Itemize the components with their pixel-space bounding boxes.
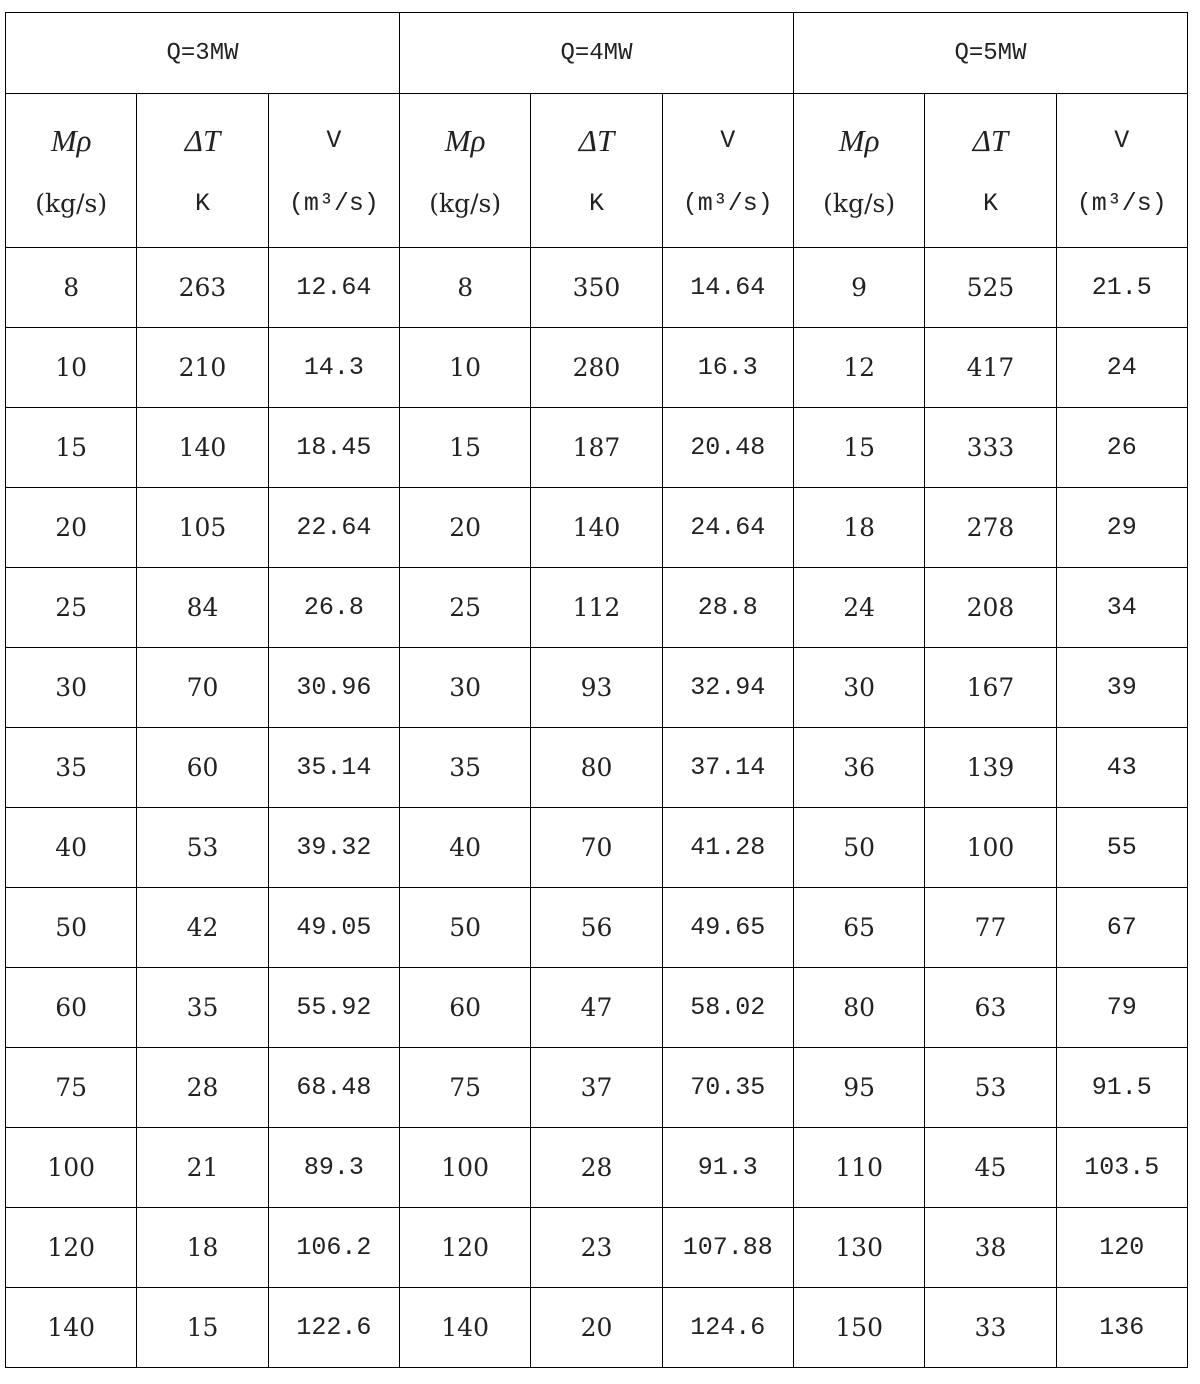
- table-cell: 140: [531, 488, 662, 568]
- table-cell: 16.3: [662, 328, 793, 408]
- group-header-row: [6, 13, 1188, 94]
- table-cell: 18: [793, 488, 924, 568]
- table-cell: 95: [793, 1048, 924, 1128]
- table-cell: 10: [399, 328, 530, 408]
- table-cell: 80: [531, 728, 662, 808]
- table-cell: 91.3: [662, 1128, 793, 1208]
- column-unit: K: [194, 188, 210, 218]
- table-cell: 45: [925, 1128, 1056, 1208]
- column-unit: K: [982, 188, 998, 218]
- column-unit: (kg/s): [429, 188, 502, 218]
- table-cell: 24: [1056, 328, 1187, 408]
- table-cell: 36: [793, 728, 924, 808]
- table-cell: 39: [1056, 648, 1187, 728]
- table-cell: 350: [531, 248, 662, 328]
- table-cell: 53: [925, 1048, 1056, 1128]
- table-cell: 15: [6, 408, 137, 488]
- table-cell: 35.14: [268, 728, 399, 808]
- table-cell: 34: [1056, 568, 1187, 648]
- group-header-q4: Q=4MW: [399, 13, 793, 94]
- table-cell: 263: [137, 248, 268, 328]
- column-header-volume-flow: [662, 94, 793, 248]
- column-header-mass-flow: [399, 94, 530, 248]
- table-cell: 167: [925, 648, 1056, 728]
- column-unit: (m³/s): [288, 188, 379, 218]
- table-cell: 12: [793, 328, 924, 408]
- table-cell: 60: [137, 728, 268, 808]
- table-cell: 70: [137, 648, 268, 728]
- table-cell: 56: [531, 888, 662, 968]
- table-cell: 93: [531, 648, 662, 728]
- table-cell: 20: [399, 488, 530, 568]
- table-cell: 35: [6, 728, 137, 808]
- column-symbol: ΔT: [184, 122, 221, 158]
- table-row: [6, 568, 1188, 648]
- column-symbol: V: [326, 125, 342, 155]
- table-cell: 68.48: [268, 1048, 399, 1128]
- table-cell: 49.05: [268, 888, 399, 968]
- table-cell: 77: [925, 888, 1056, 968]
- column-header-row: [6, 94, 1188, 248]
- table-cell: 40: [399, 808, 530, 888]
- data-table: [5, 12, 1188, 1368]
- table-row: [6, 1128, 1188, 1208]
- table-cell: 333: [925, 408, 1056, 488]
- table-cell: 23: [531, 1208, 662, 1288]
- table-cell: 150: [793, 1288, 924, 1368]
- column-header-mass-flow: [793, 94, 924, 248]
- table-row: [6, 1048, 1188, 1128]
- column-symbol: Mρ: [444, 122, 486, 158]
- table-cell: 14.64: [662, 248, 793, 328]
- group-header-q5: Q=5MW: [793, 13, 1187, 94]
- table-cell: 122.6: [268, 1288, 399, 1368]
- table-cell: 8: [399, 248, 530, 328]
- table-cell: 139: [925, 728, 1056, 808]
- table-cell: 103.5: [1056, 1128, 1187, 1208]
- table-cell: 50: [793, 808, 924, 888]
- table-row: [6, 1208, 1188, 1288]
- table-row: [6, 808, 1188, 888]
- table-cell: 70.35: [662, 1048, 793, 1128]
- table-row: [6, 728, 1188, 808]
- column-symbol: V: [720, 125, 736, 155]
- table-cell: 80: [793, 968, 924, 1048]
- table-cell: 42: [137, 888, 268, 968]
- table-cell: 40: [6, 808, 137, 888]
- table-cell: 15: [137, 1288, 268, 1368]
- table-row: [6, 488, 1188, 568]
- table-cell: 24: [793, 568, 924, 648]
- table-cell: 12.64: [268, 248, 399, 328]
- column-header-delta-t: [137, 94, 268, 248]
- table-cell: 91.5: [1056, 1048, 1187, 1128]
- table-cell: 89.3: [268, 1128, 399, 1208]
- table-cell: 58.02: [662, 968, 793, 1048]
- table-cell: 28.8: [662, 568, 793, 648]
- column-header-volume-flow: [268, 94, 399, 248]
- table-cell: 30: [399, 648, 530, 728]
- table-cell: 120: [399, 1208, 530, 1288]
- table-cell: 26: [1056, 408, 1187, 488]
- table-cell: 30: [793, 648, 924, 728]
- table-cell: 110: [793, 1128, 924, 1208]
- table-cell: 417: [925, 328, 1056, 408]
- table-row: [6, 648, 1188, 728]
- table-cell: 55.92: [268, 968, 399, 1048]
- table-cell: 47: [531, 968, 662, 1048]
- table-cell: 187: [531, 408, 662, 488]
- table-cell: 60: [6, 968, 137, 1048]
- table-cell: 100: [6, 1128, 137, 1208]
- table-cell: 112: [531, 568, 662, 648]
- table-cell: 120: [6, 1208, 137, 1288]
- table-cell: 32.94: [662, 648, 793, 728]
- table-row: [6, 888, 1188, 968]
- table-cell: 25: [399, 568, 530, 648]
- table-cell: 24.64: [662, 488, 793, 568]
- table-cell: 140: [6, 1288, 137, 1368]
- table-cell: 50: [6, 888, 137, 968]
- table-cell: 18.45: [268, 408, 399, 488]
- table-cell: 22.64: [268, 488, 399, 568]
- table-cell: 29: [1056, 488, 1187, 568]
- table-cell: 10: [6, 328, 137, 408]
- table-cell: 41.28: [662, 808, 793, 888]
- table-cell: 525: [925, 248, 1056, 328]
- table-cell: 8: [6, 248, 137, 328]
- table-cell: 49.65: [662, 888, 793, 968]
- table-cell: 75: [399, 1048, 530, 1128]
- table-cell: 28: [137, 1048, 268, 1128]
- table-cell: 210: [137, 328, 268, 408]
- table-row: [6, 968, 1188, 1048]
- table-cell: 105: [137, 488, 268, 568]
- column-header-delta-t: [925, 94, 1056, 248]
- table-cell: 18: [137, 1208, 268, 1288]
- column-unit: (m³/s): [682, 188, 773, 218]
- column-symbol: V: [1114, 125, 1130, 155]
- table-body: [6, 248, 1188, 1368]
- table-cell: 60: [399, 968, 530, 1048]
- table-cell: 26.8: [268, 568, 399, 648]
- column-symbol: ΔT: [972, 122, 1009, 158]
- table-cell: 20: [531, 1288, 662, 1368]
- table-cell: 53: [137, 808, 268, 888]
- table-cell: 50: [399, 888, 530, 968]
- table-cell: 30.96: [268, 648, 399, 728]
- column-unit: (kg/s): [823, 188, 896, 218]
- table-cell: 100: [925, 808, 1056, 888]
- table-cell: 20.48: [662, 408, 793, 488]
- table-cell: 21: [137, 1128, 268, 1208]
- column-header-volume-flow: [1056, 94, 1187, 248]
- table-cell: 130: [793, 1208, 924, 1288]
- table-cell: 75: [6, 1048, 137, 1128]
- table-cell: 37.14: [662, 728, 793, 808]
- group-header-q3: Q=3MW: [6, 13, 400, 94]
- table-row: [6, 328, 1188, 408]
- table-cell: 124.6: [662, 1288, 793, 1368]
- table-cell: 120: [1056, 1208, 1187, 1288]
- table-cell: 136: [1056, 1288, 1187, 1368]
- table-cell: 70: [531, 808, 662, 888]
- table-cell: 100: [399, 1128, 530, 1208]
- table-cell: 14.3: [268, 328, 399, 408]
- table-cell: 63: [925, 968, 1056, 1048]
- table-cell: 107.88: [662, 1208, 793, 1288]
- table-cell: 43: [1056, 728, 1187, 808]
- table-cell: 140: [399, 1288, 530, 1368]
- column-symbol: Mρ: [50, 122, 92, 158]
- table-cell: 84: [137, 568, 268, 648]
- table-cell: 21.5: [1056, 248, 1187, 328]
- column-header-delta-t: [531, 94, 662, 248]
- column-unit: (m³/s): [1076, 188, 1167, 218]
- table-cell: 55: [1056, 808, 1187, 888]
- table-cell: 35: [137, 968, 268, 1048]
- column-unit: (kg/s): [35, 188, 108, 218]
- column-symbol: Mρ: [838, 122, 880, 158]
- table-cell: 28: [531, 1128, 662, 1208]
- table-cell: 30: [6, 648, 137, 728]
- column-symbol: ΔT: [578, 122, 615, 158]
- table-cell: 106.2: [268, 1208, 399, 1288]
- table-cell: 37: [531, 1048, 662, 1128]
- table-cell: 280: [531, 328, 662, 408]
- table-cell: 140: [137, 408, 268, 488]
- table-cell: 15: [399, 408, 530, 488]
- column-unit: K: [588, 188, 604, 218]
- table-cell: 35: [399, 728, 530, 808]
- table-row: [6, 1288, 1188, 1368]
- column-header-mass-flow: [6, 94, 137, 248]
- table-cell: 20: [6, 488, 137, 568]
- table-row: [6, 408, 1188, 488]
- table-cell: 67: [1056, 888, 1187, 968]
- table-row: [6, 248, 1188, 328]
- table-cell: 39.32: [268, 808, 399, 888]
- table-cell: 79: [1056, 968, 1187, 1048]
- table-cell: 38: [925, 1208, 1056, 1288]
- table-cell: 9: [793, 248, 924, 328]
- table-cell: 65: [793, 888, 924, 968]
- table-cell: 25: [6, 568, 137, 648]
- table-cell: 208: [925, 568, 1056, 648]
- table-cell: 33: [925, 1288, 1056, 1368]
- table-cell: 15: [793, 408, 924, 488]
- table-cell: 278: [925, 488, 1056, 568]
